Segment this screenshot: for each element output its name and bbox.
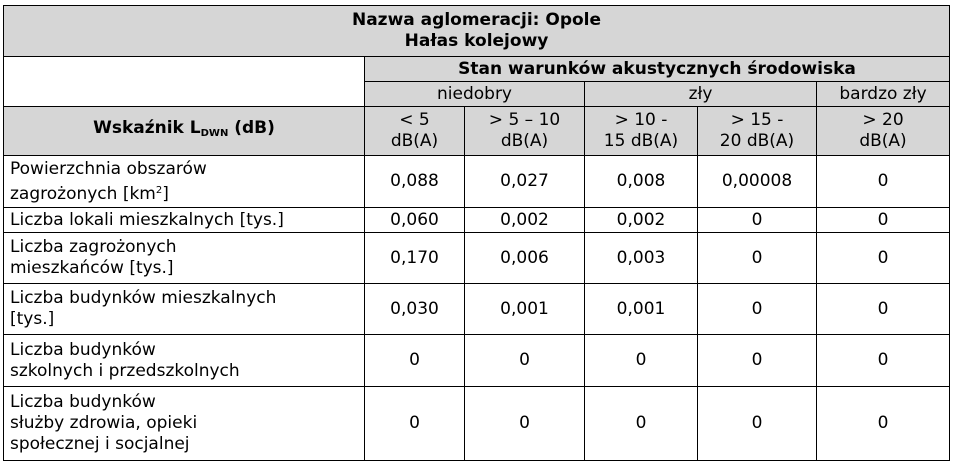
- cell-value: 0: [698, 233, 817, 284]
- table-row: [4, 335, 950, 387]
- blank-header-cell: [4, 57, 365, 107]
- row-label: Liczba budynków mieszkalnych [tys.]: [4, 284, 365, 335]
- cell-value: 0: [698, 335, 817, 387]
- indicator-header: Wskaźnik $L_{DWN}$ (dB): [4, 107, 365, 156]
- cell-value: 0: [365, 335, 465, 387]
- cell-value: 0: [365, 387, 465, 461]
- cell-value: 0: [817, 387, 950, 461]
- cell-value: 0,00008: [698, 156, 817, 208]
- cell-value: 0: [817, 208, 950, 233]
- state-row: [4, 57, 950, 82]
- cell-value: 0,088: [365, 156, 465, 208]
- table-row: [4, 387, 950, 461]
- group-bardzo-zly: bardzo zły: [817, 82, 950, 107]
- row-label: Liczba budynków służby zdrowia, opieki społecznej i socjalnej: [4, 387, 365, 461]
- table-row: [4, 233, 950, 284]
- table-title: [4, 6, 950, 57]
- cell-value: 0,002: [585, 208, 698, 233]
- cell-value: 0: [585, 387, 698, 461]
- cell-value: 0,001: [585, 284, 698, 335]
- cell-value: 0,002: [465, 208, 585, 233]
- title-row: [4, 6, 950, 57]
- cell-value: 0,030: [365, 284, 465, 335]
- range-row: [4, 107, 950, 156]
- title-line-2: Hałas kolejowy: [404, 31, 549, 51]
- row-label: Liczba zagrożonych mieszkańców [tys.]: [4, 233, 365, 284]
- title-line-1: Nazwa aglomeracji: Opole: [351, 10, 602, 30]
- noise-table: [3, 5, 950, 461]
- cell-value: 0: [817, 284, 950, 335]
- row-label: Liczba lokali mieszkalnych [tys.]: [4, 208, 365, 233]
- table-row: [4, 284, 950, 335]
- cell-value: 0,001: [465, 284, 585, 335]
- range-10-15: > 10 - 15 dB(A): [585, 107, 698, 156]
- row-label: Powierzchnia obszarów zagrożonych $[km^2]$: [4, 156, 365, 208]
- state-header: Stan warunków akustycznych środowiska: [365, 57, 950, 82]
- cell-value: 0: [817, 156, 950, 208]
- range-5-10: > 5 – 10 dB(A): [465, 107, 585, 156]
- range-15-20: > 15 - 20 dB(A): [698, 107, 817, 156]
- cell-value: 0,027: [465, 156, 585, 208]
- cell-value: 0: [585, 335, 698, 387]
- cell-value: 0,003: [585, 233, 698, 284]
- cell-value: 0,006: [465, 233, 585, 284]
- cell-value: 0: [698, 387, 817, 461]
- range-lt-5: < 5 dB(A): [365, 107, 465, 156]
- cell-value: 0: [465, 387, 585, 461]
- table-row: [4, 156, 950, 208]
- group-zly: zły: [585, 82, 817, 107]
- table-row: [4, 208, 950, 233]
- cell-value: 0: [698, 208, 817, 233]
- cell-value: 0: [465, 335, 585, 387]
- noise-table-container: [3, 5, 949, 466]
- cell-value: 0: [698, 284, 817, 335]
- range-gt-20: > 20 dB(A): [817, 107, 950, 156]
- cell-value: 0,170: [365, 233, 465, 284]
- cell-value: 0: [817, 233, 950, 284]
- cell-value: 0: [817, 335, 950, 387]
- row-label: Liczba budynków szkolnych i przedszkolnych: [4, 335, 365, 387]
- cell-value: 0,060: [365, 208, 465, 233]
- group-niedobry: niedobry: [365, 82, 585, 107]
- cell-value: 0,008: [585, 156, 698, 208]
